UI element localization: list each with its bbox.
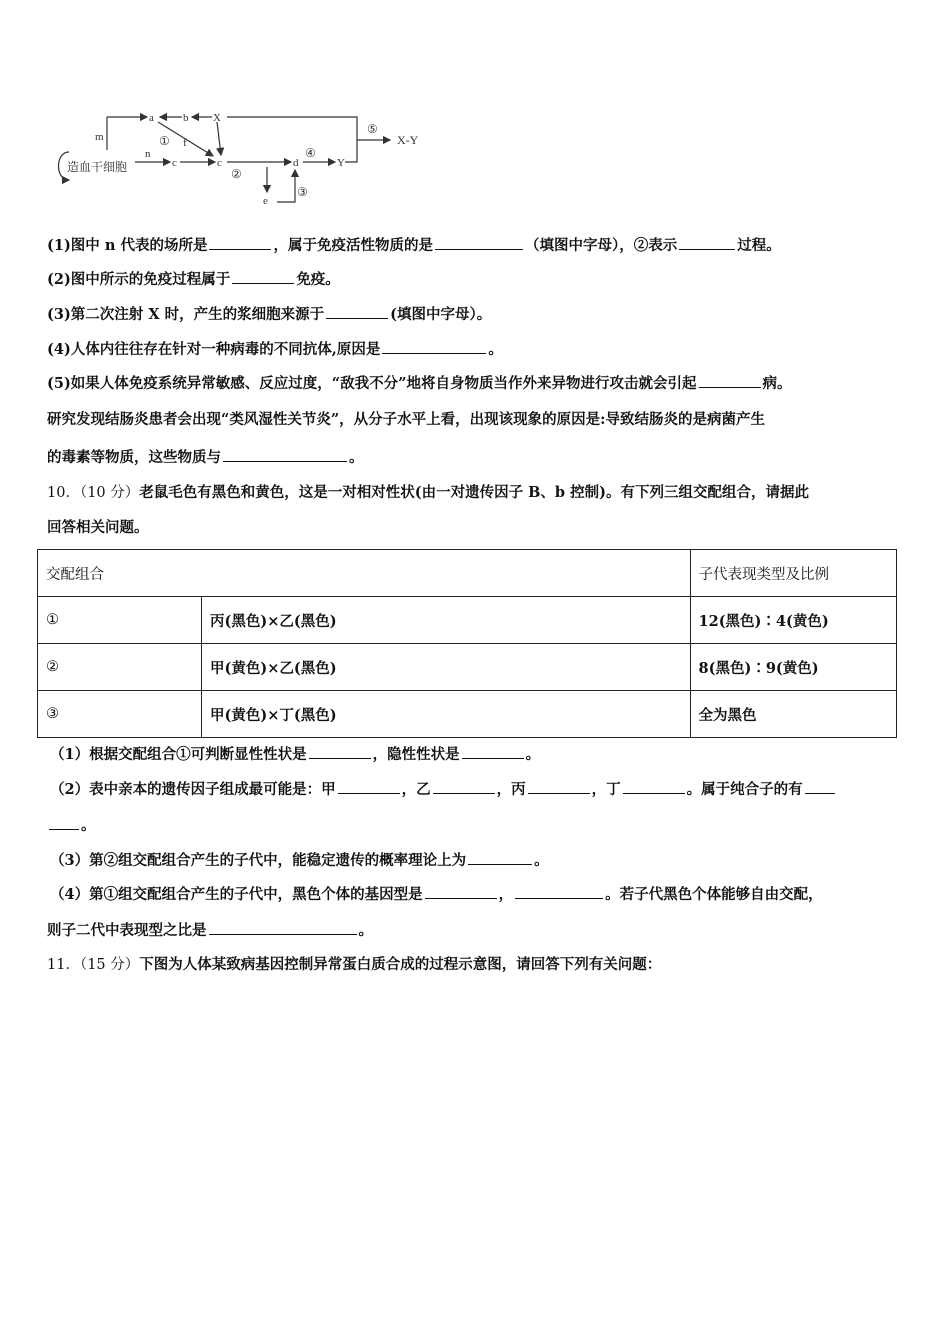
- blank[interactable]: [49, 815, 79, 830]
- table-row: [38, 597, 897, 644]
- header-cross: 交配组合: [38, 550, 691, 597]
- cell-num: ②: [38, 644, 202, 691]
- label-step2: ②: [231, 167, 242, 181]
- blank[interactable]: [382, 339, 486, 354]
- blank[interactable]: [209, 235, 271, 250]
- label-c-mid: c: [217, 157, 222, 169]
- q9-part5: (5)如果人体免疫系统异常敏感、反应过度，“敌我不分”地将自身物质当作外来异物进行攻击就会引起 病。: [47, 375, 792, 392]
- q10-sub4-line2: 则子二代中表现型之比是 。: [47, 922, 373, 939]
- blank[interactable]: [679, 235, 735, 250]
- q9-part3: (3)第二次注射 X 时，产生的浆细胞来源于 (填图中字母）。: [47, 306, 492, 323]
- blank[interactable]: [338, 779, 400, 794]
- q11-number: 11．（15 分）: [47, 957, 140, 973]
- arrow-y-xy: [345, 140, 390, 162]
- cell-num: ③: [38, 691, 202, 738]
- q10-number: 10．（10 分）: [47, 485, 140, 501]
- blank[interactable]: [805, 779, 835, 794]
- label-x: X: [213, 112, 221, 124]
- cell-result: 12(黑色)∶4(黄色): [690, 597, 896, 644]
- cell-result: 全为黑色: [690, 691, 896, 738]
- cross-table: [37, 549, 897, 738]
- table-row: [38, 644, 897, 691]
- cell-parents: 丙(黑色)×乙(黑色): [202, 597, 691, 644]
- label-step5: ⑤: [367, 122, 378, 136]
- blank[interactable]: [462, 744, 524, 759]
- label-step1: ①: [159, 134, 170, 148]
- q10-stem: 10．（10 分）老鼠毛色有黑色和黄色，这是一对相对性状(由一对遗传因子 B、b 控制)。有下列三组交配组合，请据此: [47, 484, 809, 501]
- q10-sub2-cont: 。: [47, 815, 96, 836]
- arrow-e-d: [277, 170, 295, 202]
- label-e: e: [263, 195, 268, 207]
- q9-part5-line3: 的毒素等物质，这些物质与 。: [47, 449, 364, 466]
- blank[interactable]: [515, 884, 603, 899]
- blank[interactable]: [623, 779, 685, 794]
- label-m: m: [95, 131, 104, 143]
- blank[interactable]: [425, 884, 497, 899]
- q10-sub4: （4）第①组交配组合产生的子代中，黑色个体的基因型是 ， 。若子代黑色个体能够自由交配，: [50, 886, 823, 903]
- q10-sub2: （2）表中亲本的遗传因子组成最可能是：甲 ，乙 ，丙 ，丁 。属于纯合子的有: [50, 779, 837, 800]
- blank[interactable]: [468, 850, 532, 865]
- header-offspring: 子代表现类型及比例: [690, 550, 896, 597]
- blank[interactable]: [232, 269, 294, 284]
- label-xy: X-Y: [397, 133, 419, 147]
- q10-sub3: （3）第②组交配组合产生的子代中，能稳定遗传的概率理论上为 。: [50, 852, 549, 869]
- blank[interactable]: [309, 744, 371, 759]
- q10-stem-line2: 回答相关问题。: [47, 519, 149, 536]
- label-b: b: [183, 112, 189, 124]
- blank[interactable]: [433, 779, 495, 794]
- q10-sub1: （1）根据交配组合①可判断显性性状是 ，隐性性状是 。: [50, 746, 541, 763]
- q9-part1: (1)图中 n 代表的场所是 ，属于免疫活性物质的是 （填图中字母），②表示 过程。: [47, 237, 781, 254]
- label-c-left: c: [172, 157, 177, 169]
- label-y: Y: [337, 157, 345, 169]
- label-stem-cell: 造血干细胞: [67, 160, 128, 174]
- label-n: n: [145, 148, 151, 160]
- label-f: f: [183, 137, 187, 149]
- q9-part5-line2: 研究发现结肠炎患者会出现“类风湿性关节炎”，从分子水平上看，出现该现象的原因是:导致结肠炎的是病菌产生: [47, 411, 766, 428]
- cell-parents: 甲(黄色)×丁(黑色): [202, 691, 691, 738]
- cell-num: ①: [38, 597, 202, 644]
- blank[interactable]: [209, 920, 357, 935]
- blank[interactable]: [326, 304, 388, 319]
- blank[interactable]: [699, 373, 761, 388]
- label-d: d: [293, 157, 299, 169]
- table-header-row: [38, 550, 897, 597]
- blank[interactable]: [435, 235, 523, 250]
- blank[interactable]: [528, 779, 590, 794]
- cell-result: 8(黑色)∶9(黄色): [690, 644, 896, 691]
- cell-parents: 甲(黄色)×乙(黑色): [202, 644, 691, 691]
- label-a: a: [149, 112, 154, 124]
- table-row: [38, 691, 897, 738]
- label-step3: ③: [297, 185, 308, 199]
- q9-part2: (2)图中所示的免疫过程属于 免疫。: [47, 271, 340, 288]
- immune-process-diagram: [55, 100, 435, 212]
- label-step4: ④: [305, 146, 316, 160]
- arrow-x-xy: [227, 117, 357, 140]
- blank[interactable]: [223, 447, 347, 462]
- arrow-x-c: [217, 122, 221, 155]
- q9-part4: (4)人体内往往存在针对一种病毒的不同抗体,原因是 。: [47, 341, 503, 358]
- q11-stem: 11．（15 分）下图为人体某致病基因控制异常蛋白质合成的过程示意图，请回答下列有关问题：: [47, 956, 662, 973]
